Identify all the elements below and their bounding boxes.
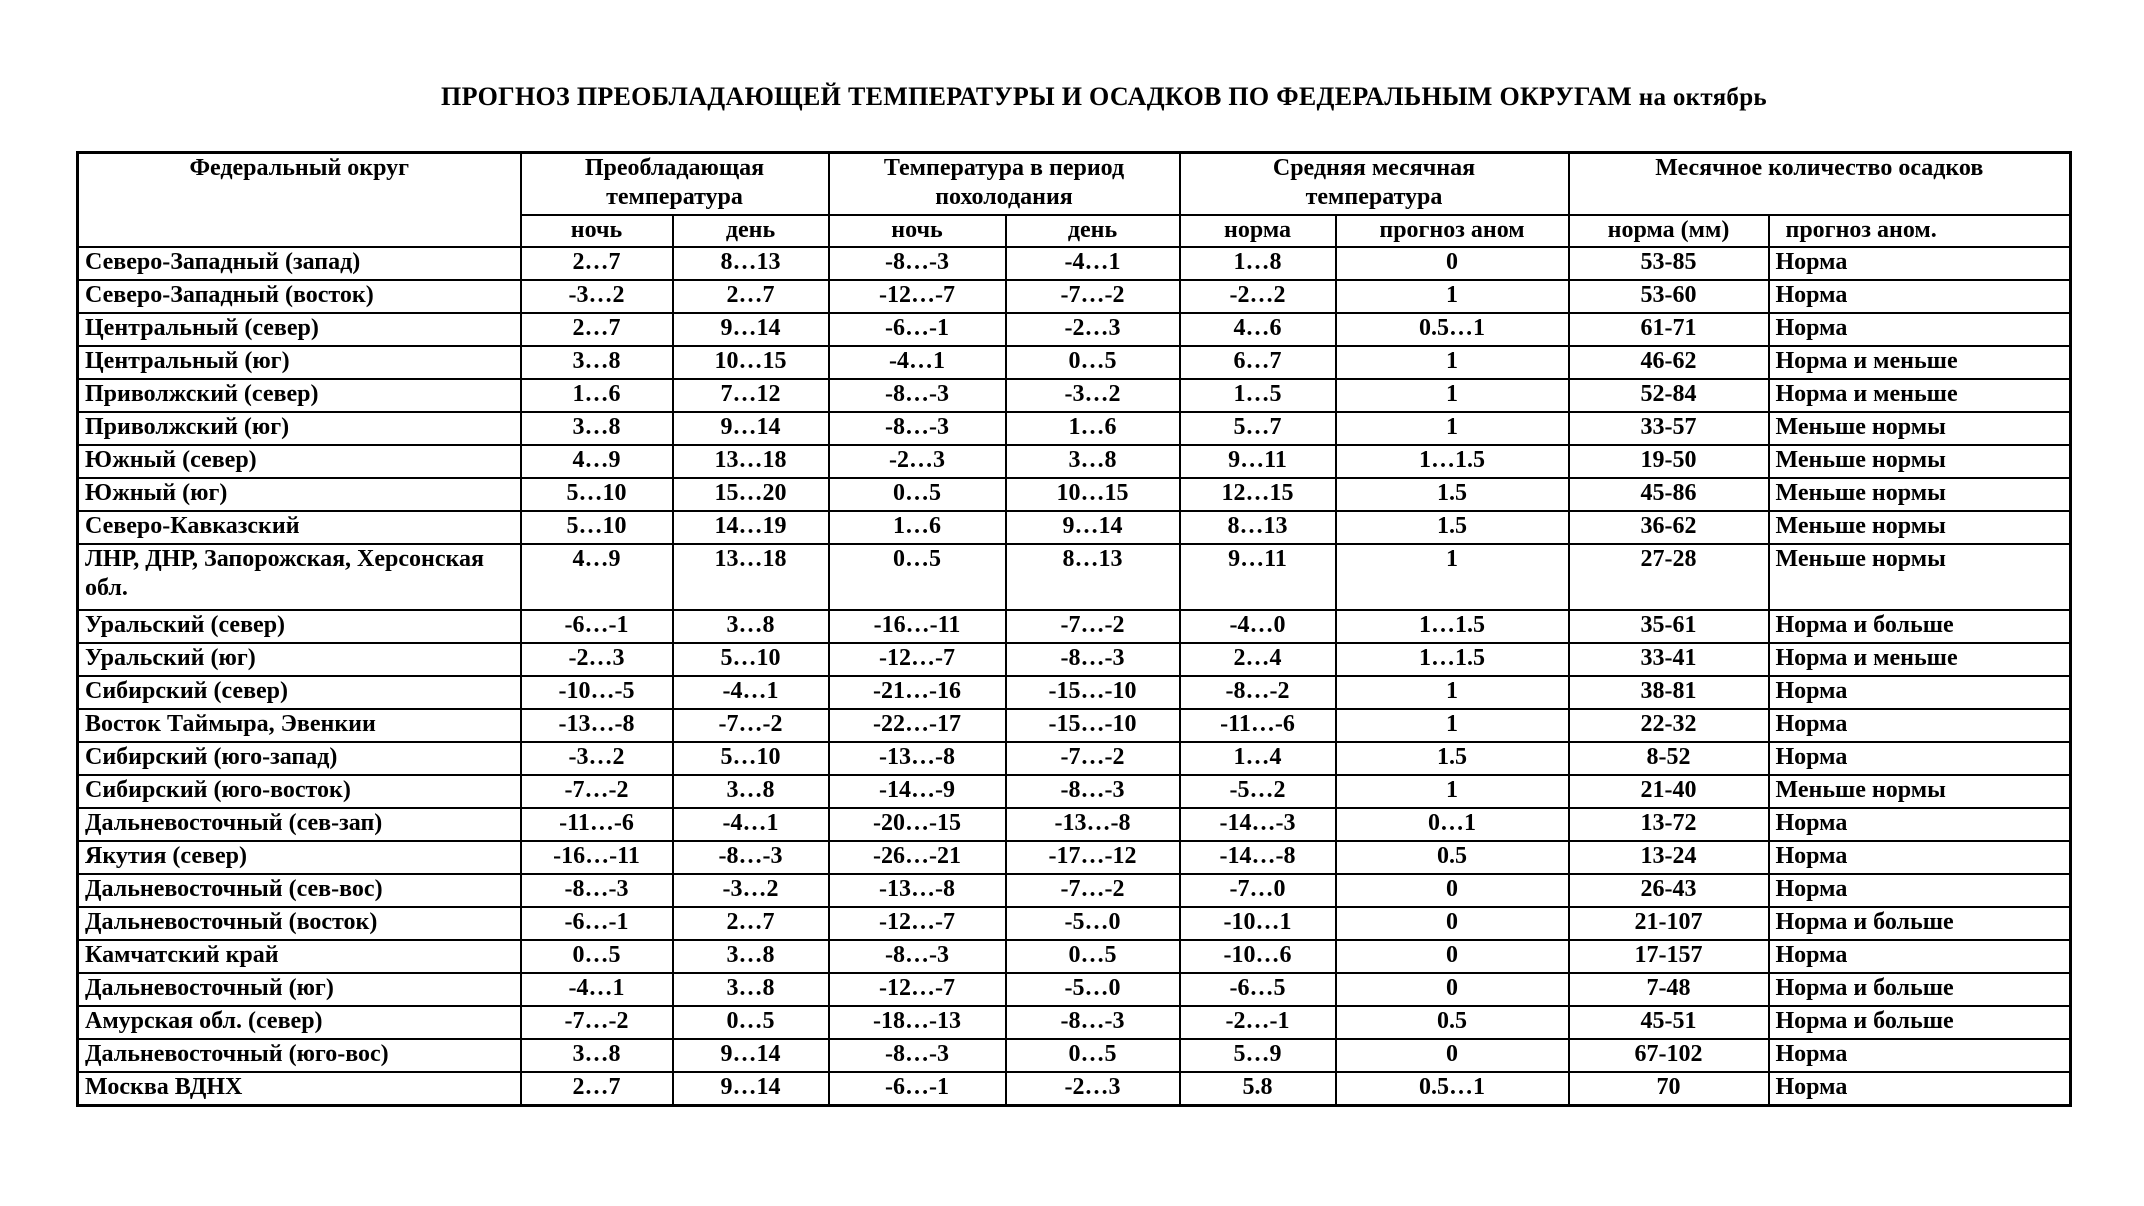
cold-night-cell: -22…-17 — [829, 709, 1006, 742]
cold-day-cell: -8…-3 — [1006, 775, 1180, 808]
precip-norm-cell: 53-85 — [1569, 247, 1769, 280]
precip-anom-cell: Норма и больше — [1769, 1006, 2071, 1039]
precip-norm-cell: 21-107 — [1569, 907, 1769, 940]
mean-anom-cell: 0 — [1336, 874, 1569, 907]
subheader-mean-anom: прогноз аном — [1336, 215, 1569, 247]
cold-day-cell: -2…3 — [1006, 313, 1180, 346]
table-row — [78, 544, 2071, 610]
cold-night-cell: -16…-11 — [829, 610, 1006, 643]
title-suffix: на октябрь — [1638, 84, 1767, 111]
precip-norm-cell: 8-52 — [1569, 742, 1769, 775]
prevailing-day-cell: 3…8 — [673, 973, 829, 1006]
table-row — [78, 742, 2071, 775]
mean-norm-cell: 1…5 — [1180, 379, 1336, 412]
cold-night-cell: 0…5 — [829, 478, 1006, 511]
cold-night-cell: -2…3 — [829, 445, 1006, 478]
mean-anom-cell: 1 — [1336, 544, 1569, 610]
region-cell: Дальневосточный (сев-вос) — [78, 874, 521, 907]
precip-anom-cell: Меньше нормы — [1769, 511, 2071, 544]
mean-anom-cell: 1.5 — [1336, 511, 1569, 544]
table-header — [78, 153, 2071, 248]
prevailing-night-cell: 3…8 — [521, 412, 673, 445]
mean-norm-cell: 9…11 — [1180, 544, 1336, 610]
prevailing-day-cell: 10…15 — [673, 346, 829, 379]
mean-anom-cell: 0.5…1 — [1336, 1072, 1569, 1106]
prevailing-day-cell: 3…8 — [673, 610, 829, 643]
cold-night-cell: -18…-13 — [829, 1006, 1006, 1039]
precip-norm-cell: 33-41 — [1569, 643, 1769, 676]
table-row — [78, 247, 2071, 280]
precip-anom-cell: Норма — [1769, 874, 2071, 907]
precip-norm-cell: 26-43 — [1569, 874, 1769, 907]
cold-day-cell: -2…3 — [1006, 1072, 1180, 1106]
table-body — [78, 247, 2071, 1106]
table-row — [78, 643, 2071, 676]
prevailing-night-cell: -2…3 — [521, 643, 673, 676]
prevailing-night-cell: 4…9 — [521, 445, 673, 478]
prevailing-night-cell: 5…10 — [521, 478, 673, 511]
mean-anom-cell: 1 — [1336, 280, 1569, 313]
region-cell: Северо-Кавказский — [78, 511, 521, 544]
group-header-cold-period — [829, 153, 1180, 216]
prevailing-night-cell: 3…8 — [521, 1039, 673, 1072]
mean-anom-cell: 0 — [1336, 1039, 1569, 1072]
cold-night-cell: -12…-7 — [829, 907, 1006, 940]
region-cell: Восток Таймыра, Эвенкии — [78, 709, 521, 742]
group-header-line: температура — [1305, 184, 1443, 210]
subheader-cold-day: день — [1006, 215, 1180, 247]
precip-norm-cell: 61-71 — [1569, 313, 1769, 346]
table-row — [78, 478, 2071, 511]
prevailing-night-cell: -10…-5 — [521, 676, 673, 709]
group-header-monthly-mean — [1180, 153, 1569, 216]
precip-norm-cell: 70 — [1569, 1072, 1769, 1106]
table-row — [78, 1072, 2071, 1106]
cold-day-cell: -15…-10 — [1006, 676, 1180, 709]
prevailing-night-cell: -6…-1 — [521, 907, 673, 940]
cold-night-cell: -13…-8 — [829, 874, 1006, 907]
precip-anom-cell: Норма — [1769, 742, 2071, 775]
prevailing-night-cell: -11…-6 — [521, 808, 673, 841]
cold-night-cell: -8…-3 — [829, 412, 1006, 445]
prevailing-night-cell: -8…-3 — [521, 874, 673, 907]
precip-anom-cell: Норма — [1769, 1039, 2071, 1072]
prevailing-day-cell: 2…7 — [673, 907, 829, 940]
cold-night-cell: -12…-7 — [829, 643, 1006, 676]
mean-anom-cell: 1 — [1336, 346, 1569, 379]
prevailing-night-cell: 4…9 — [521, 544, 673, 610]
mean-norm-cell: -5…2 — [1180, 775, 1336, 808]
precip-anom-cell: Норма — [1769, 1072, 2071, 1106]
table-row — [78, 412, 2071, 445]
group-header-line: Температура в период — [883, 155, 1125, 181]
mean-anom-cell: 1 — [1336, 412, 1569, 445]
precip-norm-cell: 53-60 — [1569, 280, 1769, 313]
mean-anom-cell: 1…1.5 — [1336, 610, 1569, 643]
prevailing-day-cell: 9…14 — [673, 1072, 829, 1106]
cold-day-cell: 0…5 — [1006, 1039, 1180, 1072]
cold-day-cell: -15…-10 — [1006, 709, 1180, 742]
table-row — [78, 709, 2071, 742]
prevailing-night-cell: -7…-2 — [521, 1006, 673, 1039]
region-cell: Центральный (север) — [78, 313, 521, 346]
cold-day-cell: -5…0 — [1006, 973, 1180, 1006]
cold-day-cell: -13…-8 — [1006, 808, 1180, 841]
prevailing-night-cell: 0…5 — [521, 940, 673, 973]
prevailing-night-cell: -3…2 — [521, 742, 673, 775]
table-row — [78, 841, 2071, 874]
region-cell: Дальневосточный (сев-зап) — [78, 808, 521, 841]
precip-anom-cell: Норма — [1769, 709, 2071, 742]
group-header-prevailing — [521, 153, 829, 216]
prevailing-night-cell: -13…-8 — [521, 709, 673, 742]
cold-night-cell: -12…-7 — [829, 973, 1006, 1006]
region-cell: Уральский (север) — [78, 610, 521, 643]
subheader-precip-anom: прогноз аном. — [1769, 215, 2071, 247]
page-title — [0, 82, 2144, 112]
table-row — [78, 511, 2071, 544]
cold-day-cell: 0…5 — [1006, 346, 1180, 379]
cold-day-cell: 9…14 — [1006, 511, 1180, 544]
subheader-prev-day: день — [673, 215, 829, 247]
precip-anom-cell: Норма и меньше — [1769, 346, 2071, 379]
mean-norm-cell: -14…-8 — [1180, 841, 1336, 874]
cold-day-cell: -4…1 — [1006, 247, 1180, 280]
mean-norm-cell: 12…15 — [1180, 478, 1336, 511]
precip-anom-cell: Меньше нормы — [1769, 775, 2071, 808]
mean-norm-cell: 1…4 — [1180, 742, 1336, 775]
mean-norm-cell: 1…8 — [1180, 247, 1336, 280]
mean-anom-cell: 1.5 — [1336, 478, 1569, 511]
region-column-header: Федеральный округ — [78, 153, 521, 248]
mean-anom-cell: 0 — [1336, 247, 1569, 280]
region-cell: Сибирский (юго-запад) — [78, 742, 521, 775]
subheader-prev-night: ночь — [521, 215, 673, 247]
region-cell: Приволжский (юг) — [78, 412, 521, 445]
mean-norm-cell: -8…-2 — [1180, 676, 1336, 709]
cold-night-cell: -13…-8 — [829, 742, 1006, 775]
cold-day-cell: -8…-3 — [1006, 643, 1180, 676]
precip-norm-cell: 52-84 — [1569, 379, 1769, 412]
prevailing-day-cell: 14…19 — [673, 511, 829, 544]
mean-anom-cell: 0…1 — [1336, 808, 1569, 841]
cold-night-cell: -8…-3 — [829, 940, 1006, 973]
precip-anom-cell: Норма — [1769, 808, 2071, 841]
prevailing-night-cell: 2…7 — [521, 313, 673, 346]
mean-norm-cell: -10…1 — [1180, 907, 1336, 940]
cold-day-cell: -7…-2 — [1006, 742, 1180, 775]
precip-anom-cell: Норма — [1769, 313, 2071, 346]
prevailing-night-cell: -6…-1 — [521, 610, 673, 643]
subheader-precip-norm: норма (мм) — [1569, 215, 1769, 247]
prevailing-day-cell: 15…20 — [673, 478, 829, 511]
mean-anom-cell: 0 — [1336, 940, 1569, 973]
group-header-line: температура — [606, 184, 743, 210]
cold-day-cell: -7…-2 — [1006, 280, 1180, 313]
prevailing-day-cell: 3…8 — [673, 940, 829, 973]
cold-night-cell: 1…6 — [829, 511, 1006, 544]
cold-day-cell: 8…13 — [1006, 544, 1180, 610]
cold-day-cell: 0…5 — [1006, 940, 1180, 973]
cold-night-cell: -14…-9 — [829, 775, 1006, 808]
region-cell: Северо-Западный (запад) — [78, 247, 521, 280]
cold-day-cell: -17…-12 — [1006, 841, 1180, 874]
mean-norm-cell: -10…6 — [1180, 940, 1336, 973]
cold-night-cell: -8…-3 — [829, 379, 1006, 412]
group-header-line: похолодания — [935, 184, 1073, 210]
region-cell: Дальневосточный (юг) — [78, 973, 521, 1006]
cold-night-cell: -8…-3 — [829, 247, 1006, 280]
mean-anom-cell: 1 — [1336, 676, 1569, 709]
precip-norm-cell: 46-62 — [1569, 346, 1769, 379]
region-cell: Южный (юг) — [78, 478, 521, 511]
cold-night-cell: 0…5 — [829, 544, 1006, 610]
group-header-line: Месячное количество осадков — [1655, 155, 1984, 181]
prevailing-day-cell: 9…14 — [673, 1039, 829, 1072]
prevailing-day-cell: -8…-3 — [673, 841, 829, 874]
region-cell: Сибирский (север) — [78, 676, 521, 709]
precip-anom-cell: Норма — [1769, 247, 2071, 280]
precip-norm-cell: 13-24 — [1569, 841, 1769, 874]
precip-norm-cell: 36-62 — [1569, 511, 1769, 544]
region-cell: Дальневосточный (юго-вос) — [78, 1039, 521, 1072]
mean-norm-cell: -4…0 — [1180, 610, 1336, 643]
precip-norm-cell: 38-81 — [1569, 676, 1769, 709]
cold-day-cell: -3…2 — [1006, 379, 1180, 412]
precip-anom-cell: Норма — [1769, 841, 2071, 874]
cold-night-cell: -20…-15 — [829, 808, 1006, 841]
region-cell: Москва ВДНХ — [78, 1072, 521, 1106]
table-row — [78, 313, 2071, 346]
mean-norm-cell: 5…9 — [1180, 1039, 1336, 1072]
cold-night-cell: -6…-1 — [829, 1072, 1006, 1106]
precip-norm-cell: 33-57 — [1569, 412, 1769, 445]
prevailing-day-cell: 2…7 — [673, 280, 829, 313]
mean-norm-cell: -6…5 — [1180, 973, 1336, 1006]
precip-anom-cell: Норма и больше — [1769, 610, 2071, 643]
precip-anom-cell: Норма и больше — [1769, 907, 2071, 940]
mean-anom-cell: 1…1.5 — [1336, 445, 1569, 478]
precip-norm-cell: 21-40 — [1569, 775, 1769, 808]
prevailing-night-cell: -7…-2 — [521, 775, 673, 808]
precip-norm-cell: 27-28 — [1569, 544, 1769, 610]
table-row — [78, 379, 2071, 412]
mean-anom-cell: 0.5 — [1336, 841, 1569, 874]
table-row — [78, 907, 2071, 940]
mean-anom-cell: 0.5…1 — [1336, 313, 1569, 346]
precip-anom-cell: Меньше нормы — [1769, 412, 2071, 445]
prevailing-day-cell: -4…1 — [673, 676, 829, 709]
precip-norm-cell: 19-50 — [1569, 445, 1769, 478]
cold-night-cell: -8…-3 — [829, 1039, 1006, 1072]
precip-norm-cell: 13-72 — [1569, 808, 1769, 841]
cold-night-cell: -4…1 — [829, 346, 1006, 379]
mean-anom-cell: 0.5 — [1336, 1006, 1569, 1039]
precip-anom-cell: Норма — [1769, 940, 2071, 973]
precip-anom-cell: Меньше нормы — [1769, 478, 2071, 511]
precip-anom-cell: Норма — [1769, 676, 2071, 709]
precip-anom-cell: Меньше нормы — [1769, 544, 2071, 610]
region-cell: Камчатский край — [78, 940, 521, 973]
prevailing-day-cell: 7…12 — [673, 379, 829, 412]
mean-norm-cell: -14…-3 — [1180, 808, 1336, 841]
forecast-table — [76, 151, 2072, 1107]
mean-norm-cell: 6…7 — [1180, 346, 1336, 379]
mean-anom-cell: 1…1.5 — [1336, 643, 1569, 676]
mean-anom-cell: 1 — [1336, 379, 1569, 412]
mean-norm-cell: 2…4 — [1180, 643, 1336, 676]
prevailing-night-cell: 2…7 — [521, 247, 673, 280]
region-cell: Дальневосточный (восток) — [78, 907, 521, 940]
region-cell: Южный (север) — [78, 445, 521, 478]
cold-day-cell: -7…-2 — [1006, 874, 1180, 907]
subheader-mean-norm: норма — [1180, 215, 1336, 247]
mean-anom-cell: 0 — [1336, 907, 1569, 940]
precip-anom-cell: Норма и меньше — [1769, 643, 2071, 676]
cold-night-cell: -12…-7 — [829, 280, 1006, 313]
prevailing-night-cell: 5…10 — [521, 511, 673, 544]
mean-norm-cell: -2…-1 — [1180, 1006, 1336, 1039]
table-row — [78, 1039, 2071, 1072]
table-row — [78, 676, 2071, 709]
cold-day-cell: 1…6 — [1006, 412, 1180, 445]
cold-day-cell: -8…-3 — [1006, 1006, 1180, 1039]
cold-night-cell: -6…-1 — [829, 313, 1006, 346]
prevailing-day-cell: -3…2 — [673, 874, 829, 907]
prevailing-day-cell: 3…8 — [673, 775, 829, 808]
prevailing-day-cell: 5…10 — [673, 643, 829, 676]
subheader-cold-night: ночь — [829, 215, 1006, 247]
region-cell: Якутия (север) — [78, 841, 521, 874]
prevailing-day-cell: 5…10 — [673, 742, 829, 775]
prevailing-day-cell: 9…14 — [673, 313, 829, 346]
region-cell: Северо-Западный (восток) — [78, 280, 521, 313]
mean-norm-cell: -2…2 — [1180, 280, 1336, 313]
table-row — [78, 280, 2071, 313]
mean-norm-cell: 4…6 — [1180, 313, 1336, 346]
prevailing-night-cell: 2…7 — [521, 1072, 673, 1106]
precip-anom-cell: Норма и меньше — [1769, 379, 2071, 412]
mean-norm-cell: 9…11 — [1180, 445, 1336, 478]
mean-anom-cell: 1 — [1336, 775, 1569, 808]
precip-anom-cell: Норма — [1769, 280, 2071, 313]
cold-night-cell: -26…-21 — [829, 841, 1006, 874]
mean-norm-cell: 8…13 — [1180, 511, 1336, 544]
table-row — [78, 346, 2071, 379]
cold-night-cell: -21…-16 — [829, 676, 1006, 709]
prevailing-day-cell: 9…14 — [673, 412, 829, 445]
prevailing-day-cell: 13…18 — [673, 544, 829, 610]
region-cell: Амурская обл. (север) — [78, 1006, 521, 1039]
prevailing-day-cell: -7…-2 — [673, 709, 829, 742]
prevailing-night-cell: -4…1 — [521, 973, 673, 1006]
precip-norm-cell: 7-48 — [1569, 973, 1769, 1006]
table-row — [78, 775, 2071, 808]
mean-norm-cell: -11…-6 — [1180, 709, 1336, 742]
precip-norm-cell: 35-61 — [1569, 610, 1769, 643]
cold-day-cell: -7…-2 — [1006, 610, 1180, 643]
precip-norm-cell: 45-86 — [1569, 478, 1769, 511]
prevailing-night-cell: 1…6 — [521, 379, 673, 412]
cold-day-cell: 10…15 — [1006, 478, 1180, 511]
cold-day-cell: -5…0 — [1006, 907, 1180, 940]
prevailing-day-cell: 13…18 — [673, 445, 829, 478]
precip-norm-cell: 22-32 — [1569, 709, 1769, 742]
cold-day-cell: 3…8 — [1006, 445, 1180, 478]
prevailing-day-cell: -4…1 — [673, 808, 829, 841]
table-row — [78, 445, 2071, 478]
table-row — [78, 874, 2071, 907]
group-header-precipitation — [1569, 153, 2071, 216]
mean-anom-cell: 1.5 — [1336, 742, 1569, 775]
precip-norm-cell: 67-102 — [1569, 1039, 1769, 1072]
group-header-line: Преобладающая — [584, 155, 765, 181]
precip-anom-cell: Меньше нормы — [1769, 445, 2071, 478]
table-row — [78, 973, 2071, 1006]
region-cell: Приволжский (север) — [78, 379, 521, 412]
precip-norm-cell: 45-51 — [1569, 1006, 1769, 1039]
region-cell: Центральный (юг) — [78, 346, 521, 379]
group-header-line: Средняя месячная — [1272, 155, 1476, 181]
prevailing-day-cell: 8…13 — [673, 247, 829, 280]
table-row — [78, 1006, 2071, 1039]
table-row — [78, 808, 2071, 841]
precip-norm-cell: 17-157 — [1569, 940, 1769, 973]
mean-norm-cell: 5…7 — [1180, 412, 1336, 445]
region-name: ЛНР, ДНР, Запорожская, Херсонская обл. — [85, 546, 484, 601]
mean-anom-cell: 1 — [1336, 709, 1569, 742]
title-main: ПРОГНОЗ ПРЕОБЛАДАЮЩЕЙ ТЕМПЕРАТУРЫ И ОСАДКОВ ПО ФЕДЕРАЛЬНЫМ ОКРУГАМ — [441, 82, 1632, 111]
table-row — [78, 940, 2071, 973]
prevailing-night-cell: -3…2 — [521, 280, 673, 313]
mean-norm-cell: 5.8 — [1180, 1072, 1336, 1106]
precip-anom-cell: Норма и больше — [1769, 973, 2071, 1006]
region-cell: Сибирский (юго-восток) — [78, 775, 521, 808]
region-cell — [78, 544, 521, 610]
prevailing-night-cell: -16…-11 — [521, 841, 673, 874]
prevailing-night-cell: 3…8 — [521, 346, 673, 379]
prevailing-day-cell: 0…5 — [673, 1006, 829, 1039]
table-row — [78, 610, 2071, 643]
mean-norm-cell: -7…0 — [1180, 874, 1336, 907]
mean-anom-cell: 0 — [1336, 973, 1569, 1006]
region-cell: Уральский (юг) — [78, 643, 521, 676]
